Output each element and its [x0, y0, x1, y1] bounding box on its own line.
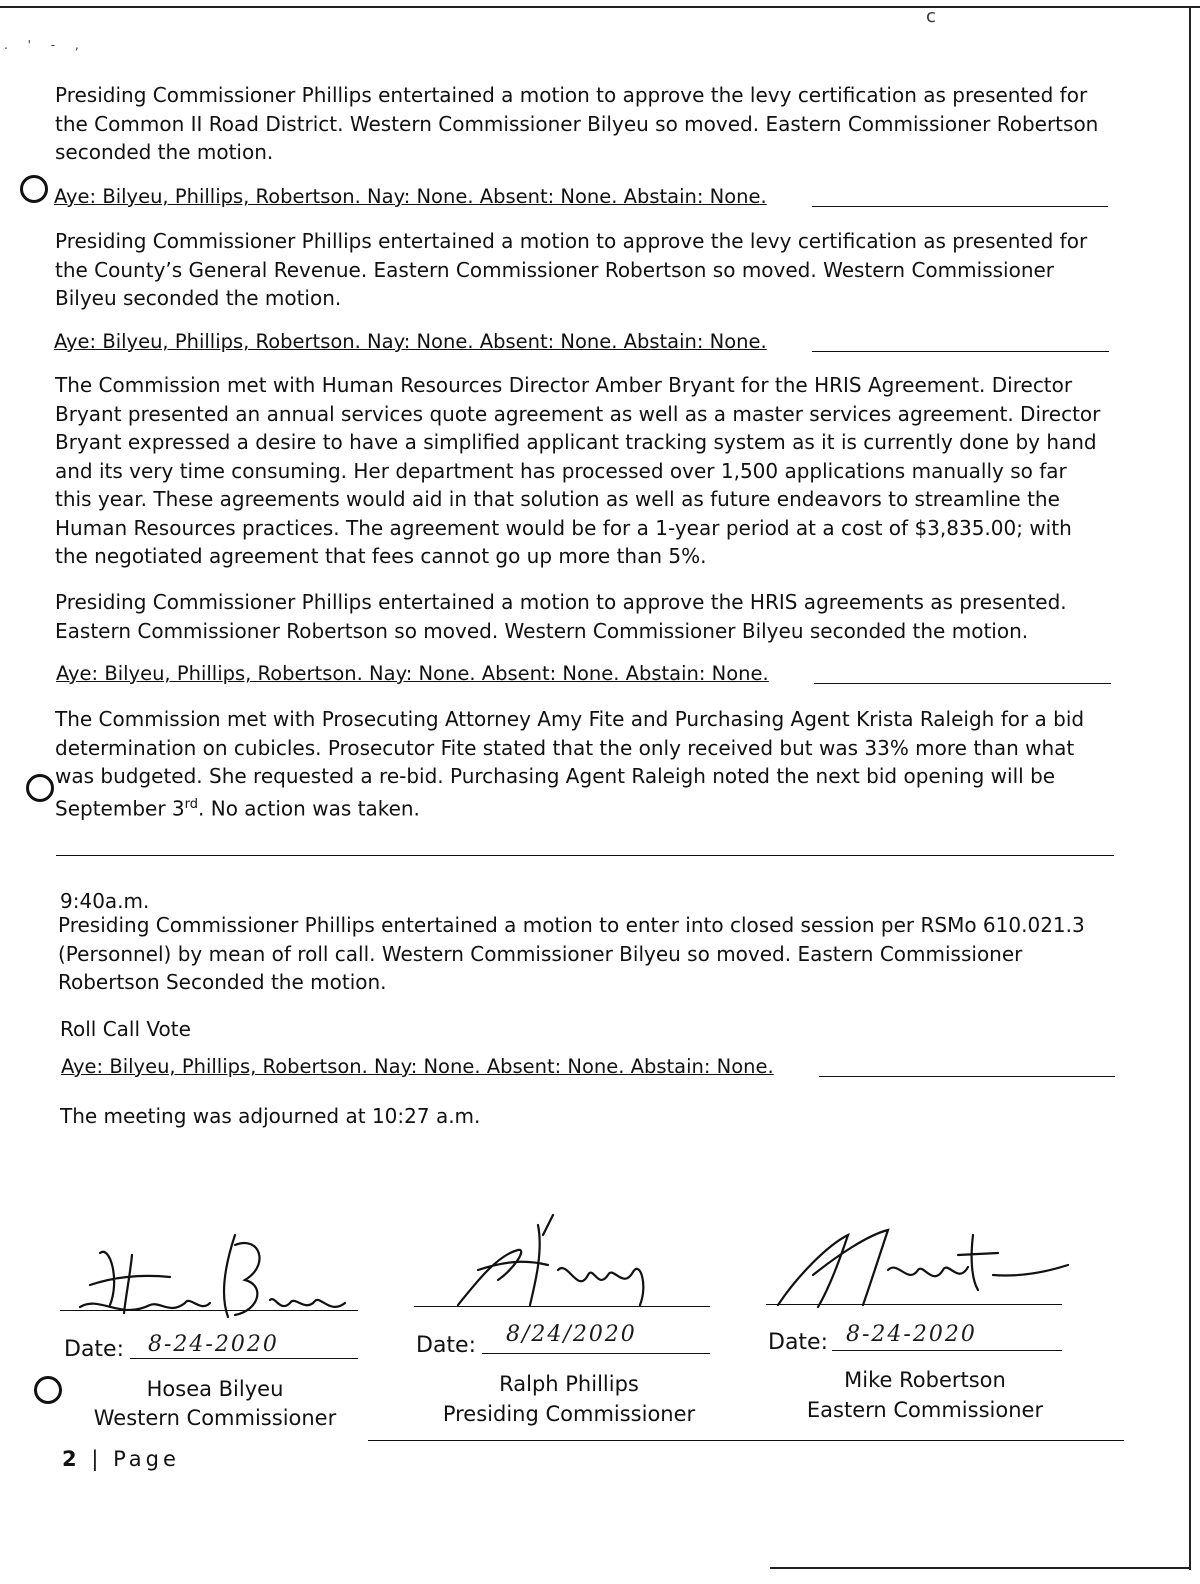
motion-paragraph: Presiding Commissioner Phillips entertained a motion to approve the HRIS agreements as presented. Eastern Commissioner Robertson so moved. Western Commissioner Bilyeu seconded the motion.: [55, 590, 1067, 643]
date-line: [130, 1358, 358, 1359]
vote-rule: [812, 206, 1108, 207]
signature-robertson: [758, 1215, 1078, 1315]
bid-paragraph-text: The Commission met with Prosecuting Attorney Amy Fite and Purchasing Agent Krista Raleigh for a bid determination on cubicles. Prosecutor Fite stated that the only received but was 33% more than what was budgeted. She requested a re-bid. Purchasing Agent Raleigh noted the next bid opening will be September 3: [55, 707, 1085, 821]
motion-paragraph: Presiding Commissioner Phillips entertained a motion to approve the levy certification as presented for the Common II Road District. Western Commissioner Bilyeu so moved. Eastern Commissioner Robertson seconded the motion.: [55, 83, 1099, 164]
commissioner-name: Hosea Bilyeu: [146, 1377, 284, 1401]
vote-record: [61, 1055, 774, 1078]
signature-line: [766, 1304, 1062, 1305]
adjournment-note: The meeting was adjourned at 10:27 a.m.: [60, 1104, 481, 1128]
vote-rule: [819, 1076, 1115, 1077]
commissioner-title: Eastern Commissioner: [806, 1398, 1044, 1422]
vote-record: [54, 330, 767, 353]
vote-record-text: Aye: Bilyeu, Phillips, Robertson. Nay: None. Absent: None. Abstain: None.: [56, 662, 769, 685]
closed-session-paragraph: Presiding Commissioner Phillips entertained a motion to enter into closed session per RSMo 610.021.3 (Personnel) by mean of roll call. Western Commissioner Bilyeu so moved. Eastern Commissioner Robertson Seconded the motion.: [58, 913, 1085, 994]
page-separator: |: [91, 1447, 103, 1471]
bid-paragraph-end: . No action was taken.: [198, 796, 420, 821]
bid-paragraph: [55, 705, 1105, 823]
date-value: 8/24/2020: [506, 1322, 637, 1347]
page-edge-top: [0, 6, 1200, 8]
vote-record-text: Aye: Bilyeu, Phillips, Robertson. Nay: None. Absent: None. Abstain: None.: [54, 185, 767, 208]
punch-hole: [26, 774, 54, 802]
commissioner-title: Western Commissioner: [93, 1406, 337, 1430]
date-line: [832, 1350, 1062, 1351]
scan-mark: c: [926, 6, 936, 27]
vote-record: [54, 185, 767, 208]
punch-hole: [34, 1376, 62, 1404]
section-divider: [56, 855, 1114, 856]
date-value: 8-24-2020: [148, 1332, 279, 1357]
date-value: 8-24-2020: [846, 1322, 977, 1347]
page-label: Page: [113, 1447, 180, 1471]
signature-bilyeu: [60, 1225, 360, 1335]
page-number: [62, 1447, 180, 1471]
motion-paragraph: Presiding Commissioner Phillips entertained a motion to approve the levy certification as presented for the County’s General Revenue. Eastern Commissioner Robertson so moved. Western Commissioner Bilyeu seconded the motion.: [55, 229, 1088, 310]
date-label: Date:: [416, 1333, 476, 1358]
page-number-value: 2: [62, 1447, 81, 1471]
vote-rule: [814, 683, 1111, 684]
date-label: Date:: [768, 1330, 828, 1355]
hris-paragraph: The Commission met with Human Resources Director Amber Bryant for the HRIS Agreement. Director Bryant presented an annual services quote agreement as well as a master services agreement. Director Bryant expressed a desire to have a simplified applicant tracking system as it is currently done by hand and its very time consuming. Her department has processed over 1,500 applications manually so far this year. These agreements would aid in that solution as well as future endeavors to streamline the Human Resources practices. The agreement would be for a 1-year period at a cost of $3,835.00; with the negotiated agreement that fees cannot go up more than 5%.: [55, 373, 1101, 568]
commissioner-title: Presiding Commissioner: [442, 1402, 696, 1426]
page-edge-bottom: [770, 1567, 1190, 1569]
roll-call-label: Roll Call Vote: [60, 1017, 191, 1041]
footer-rule: [368, 1440, 1124, 1441]
signature-line: [60, 1310, 358, 1311]
scan-specks: . ' - ,: [4, 38, 87, 52]
page-edge-right: [1189, 6, 1191, 1570]
vote-record-text: Aye: Bilyeu, Phillips, Robertson. Nay: None. Absent: None. Abstain: None.: [54, 330, 767, 353]
signature-line: [414, 1306, 710, 1307]
signature-phillips: [418, 1210, 718, 1320]
vote-record-text: Aye: Bilyeu, Phillips, Robertson. Nay: None. Absent: None. Abstain: None.: [61, 1055, 774, 1078]
commissioner-name: Mike Robertson: [844, 1368, 1006, 1392]
session-time: 9:40a.m.: [60, 889, 150, 913]
vote-rule: [812, 351, 1109, 352]
date-line: [482, 1353, 710, 1354]
punch-hole: [20, 175, 48, 203]
ordinal-suffix: rd: [184, 796, 199, 812]
vote-record: [56, 662, 769, 685]
commissioner-name: Ralph Phillips: [499, 1372, 639, 1396]
date-label: Date:: [64, 1337, 124, 1362]
